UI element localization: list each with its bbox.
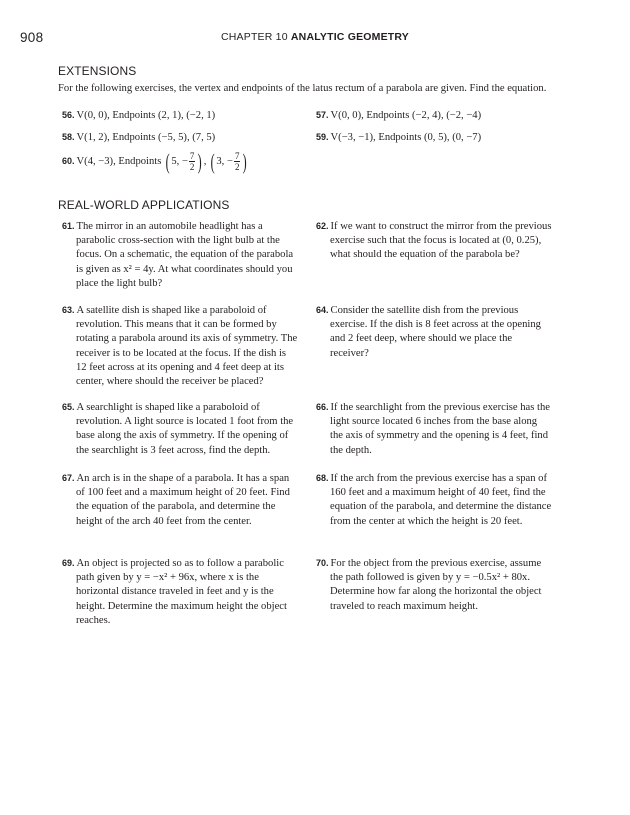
fraction: $\frac{7}{2}$	[234, 151, 240, 173]
exercise-66: 66. If the searchlight from the previous exercise has the light source located 6 inches from the base along the axis of symmetry and the opening is 4 feet, find the depth.	[316, 402, 550, 456]
exercise-64: 64. Consider the satellite dish from the previous exercise. If the dish is 8 feet across at the opening and 2 feet deep, where should we place the receiver?	[316, 305, 541, 359]
exercise-70: 70. For the object from the previous exercise, assume the path followed is given by y = −0.5x² + 80x. Determine how far along the horizontal the object traveled to reach maximum height.	[316, 558, 542, 612]
exercise-56: 56. V(0, 0), Endpoints (2, 1), (−2, 1)	[62, 110, 216, 121]
applications-heading: REAL-WORLD APPLICATIONS	[58, 198, 230, 212]
exercise-67: 67. An arch is in the shape of a parabola. It has a span of 100 feet and a maximum height of 20 feet. Find the equation of the parabola, and determine the height of the arch 40 feet from the center.	[62, 473, 290, 527]
chapter-heading	[20, 31, 610, 43]
exercise-62: 62. If we want to construct the mirror from the previous exercise such that the focus is located at (0, 0.25), what should the equation of the parabola be?	[316, 221, 552, 261]
chapter-title: ANALYTIC GEOMETRY	[290, 31, 410, 43]
exercise-69: 69. An object is projected so as to follow a parabolic path given by y = −x² + 96x, where x is the horizontal distance traveled in feet and y is the height. Determine the maximum height the object reaches.	[62, 558, 287, 626]
exercise-65: 65. A searchlight is shaped like a paraboloid of revolution. A light source is located 1 foot from the base along the axis of symmetry. If the opening of the searchlight is 3 feet across, find the depth.	[62, 402, 294, 456]
exercise-59: 59. V(−3, −1), Endpoints (0, 5), (0, −7)	[316, 132, 482, 143]
exercise-61: 61. The mirror in an automobile headlight has a parabolic cross-section with the light bulb at the focus. On a schematic, the equation of the parabola is given as x² = 4y. At what coordinates should you place the light bulb?	[62, 221, 294, 289]
exercise-57: 57. V(0, 0), Endpoints (−2, 4), (−2, −4)	[316, 110, 482, 121]
exercise-60: 60. V(4, −3), Endpoints ( 5, − $\frac{7}{2}$ ) , ( 3, − $\frac{7}{2}$ )	[62, 148, 248, 174]
page-number: 908	[20, 30, 44, 45]
exercise-63: 63. A satellite dish is shaped like a paraboloid of revolution. This means that it can be formed by rotating a parabola around its axis of symmetry. The receiver is to be located at the focus. If the dish is 12 feet across at its opening and 4 feet deep at its center, where should the receiver be placed?	[62, 305, 298, 388]
fraction: $\frac{7}{2}$	[189, 151, 195, 173]
exercise-58: 58. V(1, 2), Endpoints (−5, 5), (7, 5)	[62, 132, 216, 143]
exercise-68: 68. If the arch from the previous exercise has a span of 160 feet and a maximum height of 40 feet, find the equation of the parabola, and determine the distance from the center at which the height is 20 feet.	[316, 473, 552, 527]
extensions-instructions: For the following exercises, the vertex and endpoints of the latus rectum of a parabola are given. Find the equation.	[58, 83, 547, 94]
chapter-prefix: CHAPTER 10	[220, 31, 288, 43]
page-header	[20, 30, 610, 46]
extensions-heading: EXTENSIONS	[58, 64, 137, 78]
